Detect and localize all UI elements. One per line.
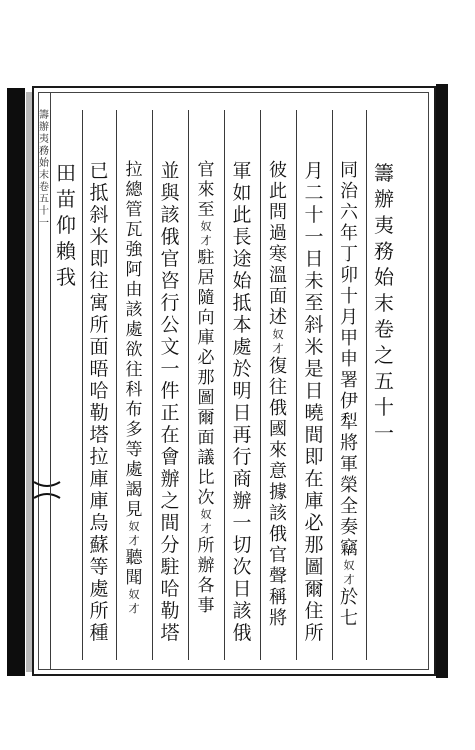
- text-char: 復: [269, 356, 287, 377]
- text-char: 十: [304, 204, 324, 226]
- text-char: 丁: [340, 244, 358, 265]
- text-char: 才: [272, 342, 284, 355]
- text-char: 才: [128, 602, 140, 615]
- text-char: 夷: [374, 213, 394, 237]
- text-char: 寓: [89, 292, 109, 314]
- text-char: 溫: [269, 265, 287, 286]
- text-char: 曉: [304, 402, 324, 424]
- text-char: 勒: [160, 600, 180, 622]
- text-char: 一: [232, 512, 252, 534]
- text-char: 分: [160, 534, 180, 556]
- text-char: 比: [197, 468, 215, 488]
- text-char: 始: [232, 270, 252, 292]
- text-char: 一: [374, 421, 394, 445]
- text-char: 才: [200, 234, 212, 247]
- text-char: 那: [197, 368, 215, 388]
- text-char: 此: [232, 204, 252, 226]
- text-char: 蘇: [89, 534, 109, 556]
- column-ruling: [116, 110, 117, 660]
- text-char: 圖: [197, 388, 215, 408]
- text-char: 謁: [125, 480, 143, 500]
- text-char: 塔: [89, 424, 109, 446]
- text-char: 公: [160, 314, 180, 336]
- text-char: 才: [128, 534, 140, 547]
- title-column: [368, 160, 400, 446]
- fold-mark-icon: [32, 478, 62, 502]
- text-column: [298, 160, 330, 644]
- text-char: 所: [197, 536, 215, 556]
- text-char: 行: [232, 446, 252, 468]
- text-char: 七: [340, 608, 358, 629]
- text-char: 軍: [340, 454, 358, 475]
- text-char: 辦: [160, 468, 180, 490]
- text-char: 月: [340, 307, 358, 328]
- text-char: 正: [160, 402, 180, 424]
- text-char: 本: [232, 314, 252, 336]
- text-char: 阿: [125, 260, 143, 280]
- text-char: 明: [232, 380, 252, 402]
- text-char: 即: [89, 248, 109, 270]
- column-ruling: [224, 110, 225, 660]
- text-char: 該: [232, 600, 252, 622]
- text-char: 苗: [56, 187, 76, 211]
- text-char: 該: [160, 204, 180, 226]
- text-char: 榮: [340, 475, 358, 496]
- text-char: 面: [269, 286, 287, 307]
- text-char: 總: [125, 180, 143, 200]
- text-char: 途: [232, 248, 252, 270]
- text-char: 此: [269, 181, 287, 202]
- text-char: 同: [340, 160, 358, 181]
- text-char: 卯: [340, 265, 358, 286]
- text-char: 才: [200, 522, 212, 535]
- text-char: 將: [269, 608, 287, 629]
- text-char: 官: [197, 160, 215, 180]
- text-char: 晤: [89, 358, 109, 380]
- text-char: 處: [125, 460, 143, 480]
- text-char: 次: [232, 556, 252, 578]
- text-char: 件: [160, 380, 180, 402]
- text-char: 一: [160, 358, 180, 380]
- text-char: 奴: [128, 520, 140, 533]
- text-char: 庫: [89, 468, 109, 490]
- text-char: 哈: [89, 380, 109, 402]
- text-char: 抵: [232, 292, 252, 314]
- text-char: 奴: [200, 508, 212, 521]
- text-char: 往: [89, 270, 109, 292]
- text-char: 駐: [160, 556, 180, 578]
- text-char: 斜: [89, 204, 109, 226]
- text-char: 咨: [160, 270, 180, 292]
- text-char: 拉: [89, 446, 109, 468]
- right-border-bar: [436, 84, 448, 678]
- text-char: 之: [160, 490, 180, 512]
- text-char: 管: [125, 200, 143, 220]
- text-char: 署: [340, 370, 358, 391]
- text-char: 種: [89, 622, 109, 644]
- text-char: 是: [304, 358, 324, 380]
- text-char: 聽: [125, 548, 143, 568]
- text-char: 五: [374, 369, 394, 393]
- text-char: 切: [232, 534, 252, 556]
- text-char: 米: [89, 226, 109, 248]
- text-char: 即: [304, 446, 324, 468]
- text-char: 於: [232, 358, 252, 380]
- text-column: [262, 160, 294, 629]
- text-char: 我: [56, 265, 76, 289]
- spine-label: 籌 辦 夷 務 始 末 卷 五 十 一: [39, 110, 49, 229]
- text-char: 才: [343, 573, 355, 586]
- text-char: 仰: [56, 213, 76, 237]
- text-char: 多: [125, 420, 143, 440]
- text-char: 強: [125, 240, 143, 260]
- text-char: 過: [269, 223, 287, 244]
- text-char: 奏: [340, 517, 358, 538]
- text-char: 官: [160, 248, 180, 270]
- text-char: 庫: [89, 490, 109, 512]
- text-char: 意: [269, 461, 287, 482]
- text-char: 議: [197, 448, 215, 468]
- text-char: 圖: [304, 556, 324, 578]
- column-ruling: [188, 110, 189, 660]
- text-char: 在: [304, 468, 324, 490]
- text-char: 烏: [89, 512, 109, 534]
- text-char: 竊: [340, 538, 358, 559]
- text-char: 六: [340, 202, 358, 223]
- text-char: 駐: [197, 248, 215, 268]
- text-char: 爾: [197, 408, 215, 428]
- text-char: 至: [197, 200, 215, 220]
- text-char: 將: [340, 433, 358, 454]
- text-char: 聲: [269, 566, 287, 587]
- text-column: [226, 160, 258, 644]
- text-char: 由: [125, 280, 143, 300]
- text-char: 文: [160, 336, 180, 358]
- text-char: 俄: [160, 226, 180, 248]
- text-column: [190, 160, 222, 616]
- text-char: 辦: [197, 556, 215, 576]
- text-char: 等: [89, 556, 109, 578]
- text-char: 向: [197, 308, 215, 328]
- text-char: 全: [340, 496, 358, 517]
- text-char: 日: [304, 248, 324, 270]
- text-char: 奴: [272, 328, 284, 341]
- text-char: 等: [125, 440, 143, 460]
- text-char: 辦: [374, 187, 394, 211]
- text-char: 日: [232, 578, 252, 600]
- text-char: 俄: [232, 622, 252, 644]
- text-char: 瓦: [125, 220, 143, 240]
- column-ruling: [152, 110, 153, 660]
- text-char: 末: [374, 291, 394, 315]
- text-char: 來: [197, 180, 215, 200]
- text-char: 各: [197, 576, 215, 596]
- text-char: 住: [304, 600, 324, 622]
- text-char: 年: [340, 223, 358, 244]
- text-char: 哈: [160, 578, 180, 600]
- text-char: 必: [304, 512, 324, 534]
- text-column: [118, 160, 150, 616]
- text-char: 軍: [232, 160, 252, 182]
- text-char: 見: [125, 500, 143, 520]
- text-column: [83, 160, 115, 644]
- text-char: 斜: [304, 314, 324, 336]
- text-char: 商: [232, 468, 252, 490]
- text-char: 據: [269, 482, 287, 503]
- text-char: 彼: [269, 160, 287, 181]
- text-char: 居: [197, 268, 215, 288]
- text-char: 與: [160, 182, 180, 204]
- text-char: 所: [89, 314, 109, 336]
- text-char: 往: [125, 360, 143, 380]
- text-char: 面: [89, 336, 109, 358]
- text-char: 處: [232, 336, 252, 358]
- text-char: 必: [197, 348, 215, 368]
- text-char: 之: [374, 343, 394, 367]
- text-char: 犁: [340, 412, 358, 433]
- text-char: 欲: [125, 340, 143, 360]
- text-char: 科: [125, 380, 143, 400]
- text-char: 伊: [340, 391, 358, 412]
- text-char: 日: [232, 402, 252, 424]
- text-char: 間: [304, 424, 324, 446]
- text-char: 賴: [56, 239, 76, 263]
- text-char: 未: [304, 270, 324, 292]
- text-char: 庫: [197, 328, 215, 348]
- text-char: 事: [197, 596, 215, 616]
- text-char: 至: [304, 292, 324, 314]
- binding-edge: [7, 88, 25, 676]
- text-char: 面: [197, 428, 215, 448]
- text-char: 月: [304, 160, 324, 182]
- text-char: 始: [374, 265, 394, 289]
- text-char: 處: [89, 578, 109, 600]
- text-char: 塔: [160, 622, 180, 644]
- text-char: 奴: [128, 588, 140, 601]
- text-char: 奴: [343, 559, 355, 572]
- text-char: 甲: [340, 328, 358, 349]
- text-char: 行: [160, 292, 180, 314]
- text-char: 庫: [304, 490, 324, 512]
- text-char: 問: [269, 202, 287, 223]
- text-char: 往: [269, 377, 287, 398]
- text-char: 間: [160, 512, 180, 534]
- text-char: 再: [232, 424, 252, 446]
- column-ruling: [366, 110, 367, 660]
- text-char: 爾: [304, 578, 324, 600]
- text-char: 來: [269, 440, 287, 461]
- text-char: 述: [269, 307, 287, 328]
- text-char: 奴: [200, 220, 212, 233]
- text-char: 隨: [197, 288, 215, 308]
- text-char: 勒: [89, 402, 109, 424]
- text-char: 米: [304, 336, 324, 358]
- text-char: 卷: [374, 317, 394, 341]
- text-char: 布: [125, 400, 143, 420]
- text-char: 並: [160, 160, 180, 182]
- text-char: 籌: [374, 161, 394, 185]
- text-char: 如: [232, 182, 252, 204]
- text-char: 該: [125, 300, 143, 320]
- text-char: 抵: [89, 182, 109, 204]
- text-char: 在: [160, 424, 180, 446]
- text-char: 寒: [269, 244, 287, 265]
- text-char: 於: [340, 587, 358, 608]
- text-char: 俄: [269, 398, 287, 419]
- text-char: 所: [89, 600, 109, 622]
- text-char: 次: [197, 488, 215, 508]
- text-char: 聞: [125, 568, 143, 588]
- text-column: [50, 160, 82, 290]
- text-char: 田: [56, 161, 76, 185]
- column-ruling: [296, 110, 297, 660]
- text-column: [154, 160, 186, 644]
- text-char: 辦: [232, 490, 252, 512]
- text-char: 二: [304, 182, 324, 204]
- text-char: 十: [340, 286, 358, 307]
- text-char: 會: [160, 446, 180, 468]
- text-char: 處: [125, 320, 143, 340]
- text-char: 所: [304, 622, 324, 644]
- text-char: 那: [304, 534, 324, 556]
- text-char: 該: [269, 503, 287, 524]
- text-char: 十: [374, 395, 394, 419]
- text-char: 務: [374, 239, 394, 263]
- text-char: 官: [269, 545, 287, 566]
- text-char: 治: [340, 181, 358, 202]
- column-ruling: [260, 110, 261, 660]
- text-char: 已: [89, 160, 109, 182]
- text-char: 一: [304, 226, 324, 248]
- text-char: 申: [340, 349, 358, 370]
- text-char: 稱: [269, 587, 287, 608]
- text-char: 日: [304, 380, 324, 402]
- text-char: 俄: [269, 524, 287, 545]
- text-char: 拉: [125, 160, 143, 180]
- text-char: 長: [232, 226, 252, 248]
- text-char: 國: [269, 419, 287, 440]
- text-column: [333, 160, 365, 629]
